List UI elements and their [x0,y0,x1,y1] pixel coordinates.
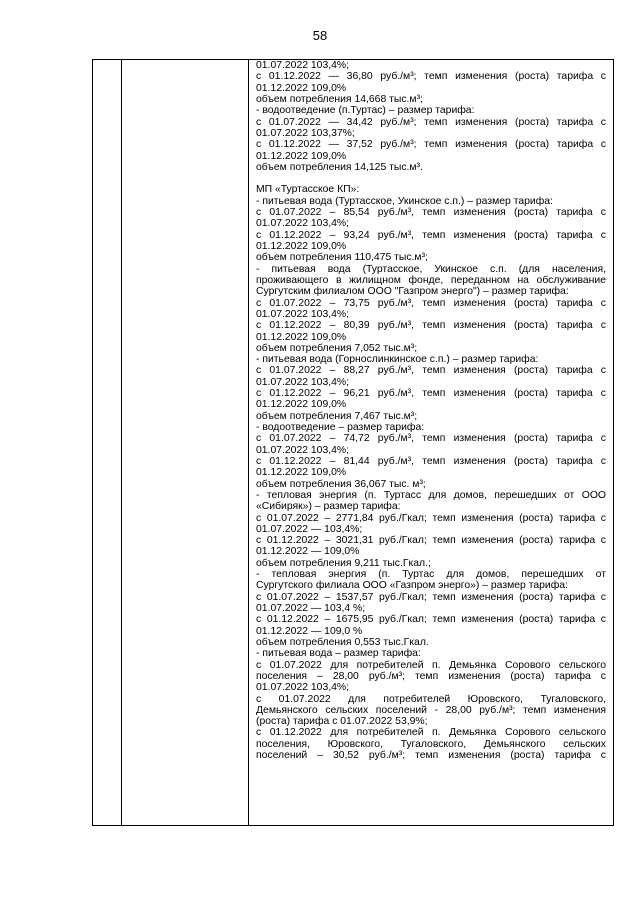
text-line: объем потребления 110,475 тыс.м³; [256,252,428,264]
text-line: объем потребления 14,668 тыс.м³; [256,93,423,105]
text-line: с 01.07.2022 – 85,54 руб./м³, темп изменения (роста) тарифа с [256,207,606,219]
text-line: с 01.07.2022 – 1537,57 руб./Гкал; темп изменения (роста) тарифа с [256,591,606,603]
text-line: 01.07.2022 103,4%; [256,682,350,694]
text-line: - питьевая вода (Туртасское, Укинское с.п. (для населения, [256,263,606,275]
text-line: 01.12.2022 — 109,0 % [256,625,363,637]
text-line: с 01.12.2022 – 1675,95 руб./Гкал; темп изменения (роста) тарифа с [256,614,606,626]
text-line: МП «Туртасское КП»: [256,184,360,196]
text-line: поселения, Юровского, Тугаловского, Демьянского сельских [256,738,606,750]
text-line: с 01.07.2022 – 88,27 руб./м³, темп изменения (роста) тарифа с [256,365,606,377]
text-line: объем потребления 14,125 тыс.м³. [256,161,423,173]
text-line: объем потребления 0,553 тыс.Гкал. [256,636,429,648]
text-line: с 01.12.2022 – 81,44 руб./м³, темп изменения (роста) тарифа с [256,455,606,467]
text-line: с 01.12.2022 – 93,24 руб./м³, темп изменения (роста) тарифа с [256,229,606,241]
text-line: с 01.12.2022 – 3021,31 руб./Гкал; темп изменения (роста) тарифа с [256,535,606,547]
text-line: с 01.07.2022 — 34,42 руб./м³; темп изменения (роста) тарифа с [256,116,606,128]
text-line: - питьевая вода (Туртасское, Укинское с.п.) – размер тарифа: [256,195,553,207]
column-divider [248,60,249,825]
text-line: с 01.12.2022 – 96,21 руб./м³, темп изменения (роста) тарифа с [256,388,606,400]
text-line: Сургутским филиалом ООО "Газпром энерго") – размер тарифа: [256,286,569,298]
text-line: - водоотведение – размер тарифа: [256,422,425,433]
text-line: с 01.07.2022 – 2771,84 руб./Гкал; темп изменения (роста) тарифа с [256,512,606,524]
text-line: с 01.07.2022 для потребителей Юровского, Тугаловского, [256,693,606,705]
text-line: с 01.07.2022 – 74,72 руб./м³, темп изменения (роста) тарифа с [256,433,606,445]
text-line: - тепловая энергия (п. Туртасс для домов, перешедших от ООО [256,489,606,501]
text-line: 01.12.2022 109,0% [256,150,347,162]
text-line: 01.07.2022 103,4%; [256,444,350,456]
text-line: 01.07.2022 103,4%; [256,308,350,320]
text-line: - питьевая вода (Горнослинкинское с.п.) – размер тарифа: [256,354,539,366]
text-line: объем потребления 36,067 тыс. м³; [256,478,426,490]
text-line: 01.12.2022 109,0% [256,467,347,479]
tariff-description-cell [256,60,606,761]
text-line: «Сибиряк») – размер тарифа: [256,501,401,513]
blank-line [256,173,606,184]
text-line: - питьевая вода – размер тарифа: [256,648,421,660]
text-line: с 01.12.2022 – 80,39 руб./м³, темп изменения (роста) тарифа с [256,320,606,332]
text-line: - водоотведение (п.Туртас) – размер тарифа: [256,105,475,117]
text-line: 01.07.2022 103,37%; [256,127,355,139]
text-line: 01.07.2022 103,4%; [256,60,350,71]
text-line: - тепловая энергия (п. Туртас для домов, перешедших от [256,569,606,581]
text-line: с 01.07.2022 – 73,75 руб./м³, темп изменения (роста) тарифа с [256,297,606,309]
text-line: Демьянского сельских поселений - 28,00 руб./м³; темп изменения [256,704,606,716]
text-line: 01.12.2022 — 109,0% [256,546,360,558]
page-number: 58 [312,28,328,43]
text-line: 01.07.2022 103,4%; [256,376,350,388]
text-line: 01.12.2022 109,0% [256,241,347,252]
column-divider [121,60,122,825]
tariff-table [92,59,614,826]
text-line: объем потребления 7,467 тыс.м³; [256,410,418,422]
text-line: объем потребления 9,211 тыс.Гкал.; [256,557,431,569]
text-line: поселений – 30,52 руб./м³; темп изменения (роста) тарифа с [256,750,606,762]
text-line: 01.12.2022 109,0% [256,82,347,94]
text-line: (роста) тарифа с 01.07.2022 53,9%; [256,716,428,728]
text-line: с 01.12.2022 — 36,80 руб./м³; темп изменения (роста) тарифа с [256,71,606,83]
text-line: с 01.12.2022 для потребителей п. Демьянка Сорового сельского [256,727,606,739]
text-line: объем потребления 7,052 тыс.м³; [256,342,418,354]
text-line: Сургутского филиала ООО «Газпром энерго») – размер тарифа: [256,580,568,592]
text-line: с 01.12.2022 — 37,52 руб./м³; темп изменения (роста) тарифа с [256,139,606,151]
text-line: 01.07.2022 103,4%; [256,218,350,230]
text-line: проживающего в жилищном фонде, переданном на обслуживание [256,274,606,286]
text-line: 01.12.2022 109,0% [256,399,347,411]
text-line: 01.07.2022 — 103,4 %; [256,603,366,614]
text-line: с 01.07.2022 для потребителей п. Демьянка Сорового сельского [256,659,606,671]
text-line: поселения – 28,00 руб./м³; темп изменения (роста) тарифа с [256,670,606,682]
text-line: 01.07.2022 — 103,4%; [256,523,363,535]
text-line: 01.12.2022 109,0% [256,331,347,343]
